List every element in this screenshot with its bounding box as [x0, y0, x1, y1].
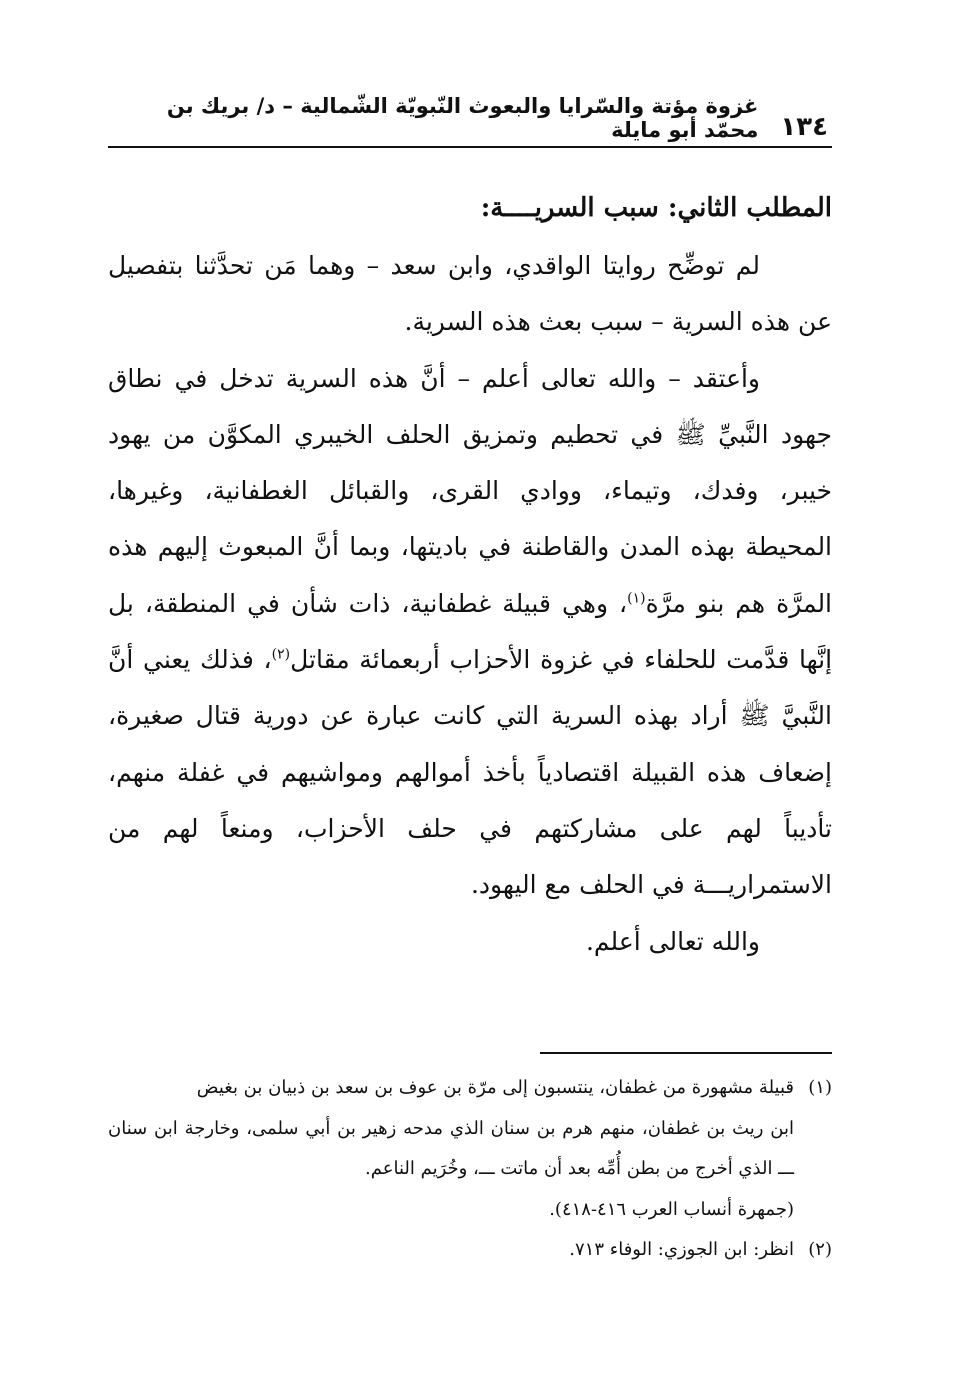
footnote-ref-1[interactable]: (١) [627, 590, 646, 607]
paragraph-2-line-4: والقاطنة في باديتها، وبما أنَّ المبعوث إليهم هذه المرَّة هم بنو مرَّة [108, 532, 833, 618]
paragraph-2-line-6: الأحزاب أربعمائة مقاتل [290, 645, 531, 675]
footnote-1-line-4: (جمهرة أنساب العرب ٤١٦-٤١٨). [549, 1198, 794, 1220]
paragraph-2-line-7: كانت عبارة عن دورية قتال صغيرة، إضعاف هذه القبيلة اقتصادياً بأخذ [108, 701, 832, 787]
footnote-1-source [108, 1190, 832, 1231]
paragraph-2-line-8: أموالهم ومواشيهم في غفلة منهم، تأديباً لهم على مشاركتهم في حلف [108, 757, 832, 843]
closing-line: والله تعالى أعلم. [585, 926, 760, 956]
paragraph-1-line-2: هذه السرية – سبب بعث هذه السرية. [404, 307, 791, 337]
footnote-1-line-1: قبيلة مشهورة من غطفان، ينتسبون إلى مرّة بن عوف بن سعد بن ذبيان بن بغيض [196, 1077, 794, 1098]
header-rule [108, 146, 832, 148]
paragraph-2-line-9: الأحزاب، ومنعاً لهم من الاستمراريـــة في الحلف مع اليهود. [108, 813, 832, 900]
footnote-rule [540, 1052, 832, 1054]
paragraph-2-line-6-tail: ، فذلك يعني أنَّ النَّبيَّ ﷺ أراد بهذه السرية التي [108, 645, 832, 731]
paragraph-2-line-1: وأعتقد – والله تعالى أعلم – أنَّ هذه السرية تدخل في نطاق جهود [108, 363, 832, 449]
paragraph-2-line-4-tail: ، وهي [561, 588, 628, 618]
footnote-2-line-1: انظر: ابن الجوزي: الوفاء ٧١٣. [569, 1239, 794, 1260]
footnote-2 [108, 1230, 832, 1271]
paragraph-2-line-3: وتيماء، ووادي القرى، والقبائل الغطفانية، وغيرها، المحيطة بهذه المدن [108, 476, 833, 562]
paragraph-2-line-2: النَّبيِّ ﷺ في تحطيم وتمزيق الحلف الخيبري المكوَّن من يهود خيبر، وفدك، [108, 419, 832, 506]
paragraph-2-line-5: قبيلة غطفانية، ذات شأن في المنطقة، بل إنَّها قدَّمت للحلفاء في غزوة [108, 588, 833, 675]
footnotes [108, 1068, 832, 1271]
footnote-1-continuation [108, 1109, 832, 1190]
footnote-1-line-3: ابن سنان ـــ الذي أخرج من بطن أُمِّه بعد أن ماتت ـــ، وخُرَيم الناعم. [108, 1117, 794, 1179]
page-header [108, 94, 828, 142]
footnote-ref-2[interactable]: (٢) [271, 646, 291, 663]
footnote-1-line-2: ابن ريث بن غطفان، منهم هرم بن سنان الذي مدحه زهير بن أبي سلمى، وخارجة [184, 1117, 794, 1139]
paragraph-1-line-1: لم توضِّح روايتا الواقدي، وابن سعد – وهما مَن تحدَّثنا بتفصيل عن [108, 251, 832, 337]
page-number: ١٣٤ [780, 112, 828, 142]
section-heading: المطلب الثاني: سبب السريــــة: [480, 193, 832, 223]
paragraph-2 [108, 351, 832, 914]
footnote-2-number: (٢) [808, 1239, 832, 1260]
footnote-1 [108, 1068, 832, 1109]
running-title: غزوة مؤتة والسّرايا والبعوث النّبويّة الشّمالية – د/ بريك بن محمّد أبو مايلة [166, 94, 759, 142]
body-text [108, 178, 832, 970]
footnote-1-number: (١) [808, 1077, 832, 1098]
paragraph-1 [108, 238, 832, 351]
